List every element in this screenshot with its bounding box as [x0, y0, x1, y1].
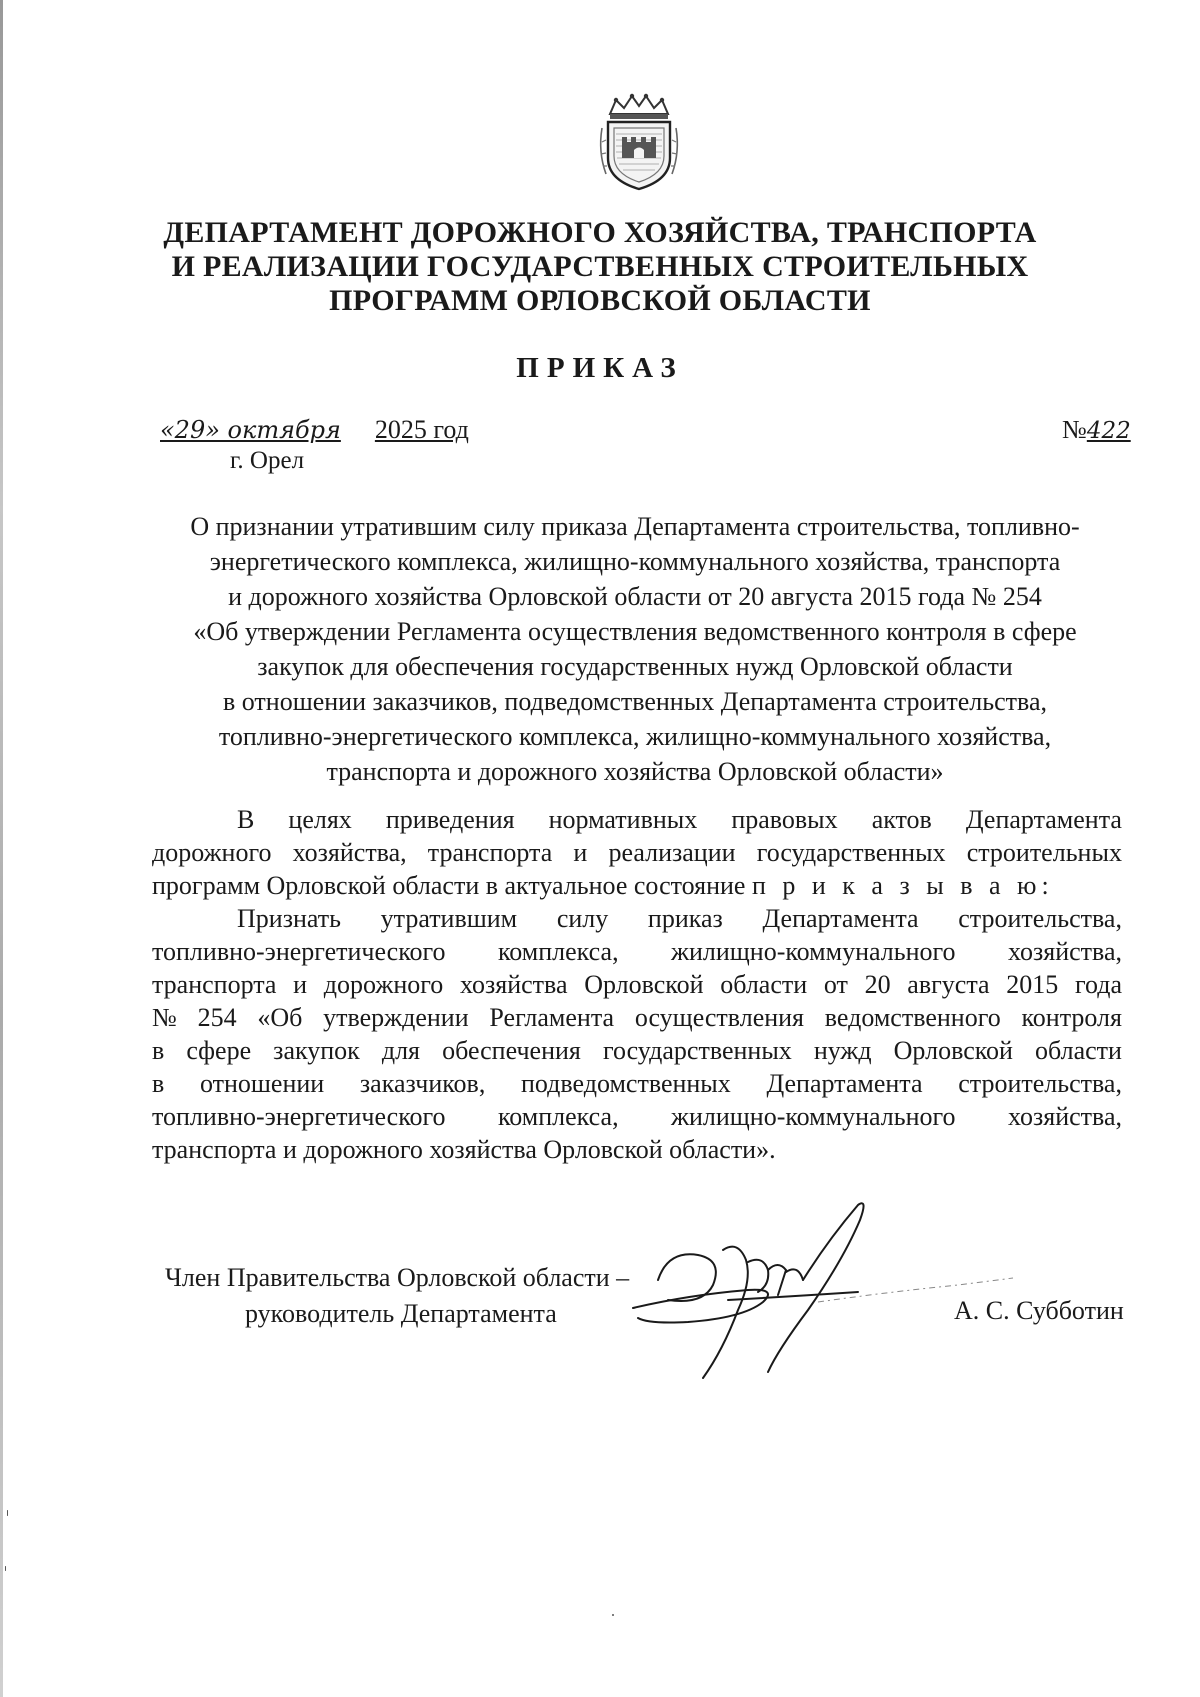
department-title-line-1: ДЕПАРТАМЕНТ ДОРОЖНОГО ХОЗЯЙСТВА, ТРАНСПОРТА: [163, 216, 1037, 249]
position-line-2: руководитель Департамента: [245, 1299, 557, 1328]
body-paragraph-2-line: топливно-энергетического комплекса, жилищно-коммунального хозяйства,: [152, 937, 1122, 966]
subject-line: «Об утверждении Регламента осуществления ведомственного контроля в сфере: [193, 617, 1077, 646]
subject-line: в отношении заказчиков, подведомственных Департамента строительства,: [223, 687, 1047, 716]
subject-line: и дорожного хозяйства Орловской области от 20 августа 2015 года № 254: [228, 582, 1042, 611]
body-paragraph-2-line: транспорта и дорожного хозяйства Орловской области от 20 августа 2015 года: [152, 970, 1122, 999]
department-title-line-2: И РЕАЛИЗАЦИИ ГОСУДАРСТВЕННЫХ СТРОИТЕЛЬНЫХ: [171, 250, 1029, 283]
subject-line: О признании утратившим силу приказа Департамента строительства, топливно-: [190, 512, 1080, 541]
body-paragraph-1-line: В целях приведения нормативных правовых актов Департамента: [237, 805, 1122, 834]
signatory-name: А. С. Субботин: [954, 1296, 1124, 1325]
coat-of-arms-icon: [596, 92, 682, 192]
body-paragraph-2-line: транспорта и дорожного хозяйства Орловской области».: [152, 1135, 776, 1164]
document-year: 2025 год: [374, 415, 469, 444]
body-paragraph-2-line: № 254 «Об утверждении Регламента осуществления ведомственного контроля: [152, 1003, 1122, 1032]
department-title-line-3: ПРОГРАММ ОРЛОВСКОЙ ОБЛАСТИ: [329, 284, 871, 317]
scan-speck: [5, 1566, 6, 1571]
subject-line: топливно-энергетического комплекса, жилищно-коммунального хозяйства,: [218, 722, 1052, 751]
document-date: [160, 415, 469, 445]
body-paragraph-1-line: дорожного хозяйства, транспорта и реализации государственных строительных: [152, 838, 1122, 867]
document-number: [1062, 415, 1131, 445]
subject-line: транспорта и дорожного хозяйства Орловской области»: [326, 757, 944, 786]
department-title: [150, 216, 1050, 318]
subject-line: энергетического комплекса, жилищно-коммунального хозяйства, транспорта: [209, 547, 1061, 576]
body-paragraph-1-text: программ Орловской области в актуальное состояние: [152, 871, 746, 900]
position-line-1: Член Правительства Орловской области –: [165, 1263, 630, 1292]
scan-speck: [612, 1614, 614, 1616]
scan-edge-artifact: [0, 0, 3, 1697]
scan-speck: [7, 1510, 8, 1516]
body-paragraph-2-line: топливно-энергетического комплекса, жилищно-коммунального хозяйства,: [152, 1102, 1122, 1131]
body-paragraph-1-line: [152, 869, 1122, 902]
document-city: г. Орел: [230, 447, 305, 474]
document-type-heading: ПРИКАЗ: [516, 352, 684, 384]
body-paragraph-2-line: Признать утратившим силу приказ Департамента строительства,: [237, 904, 1122, 933]
number-prefix: №: [1062, 415, 1087, 444]
document-body: [152, 803, 1122, 1166]
signatory-position: [165, 1260, 629, 1332]
body-paragraph-2-line: в отношении заказчиков, подведомственных Департамента строительства,: [152, 1069, 1122, 1098]
handwritten-number: 422: [1086, 418, 1131, 444]
subject-line: закупок для обеспечения государственных нужд Орловской области: [257, 652, 1013, 681]
body-paragraph-2-line: в сфере закупок для обеспечения государственных нужд Орловской области: [152, 1036, 1122, 1065]
document-subject: [150, 509, 1120, 789]
handwritten-signature-icon: [628, 1200, 1018, 1380]
handwritten-date: «29» октября: [160, 416, 341, 444]
order-word: п р и к а з ы в а ю:: [751, 871, 1054, 900]
